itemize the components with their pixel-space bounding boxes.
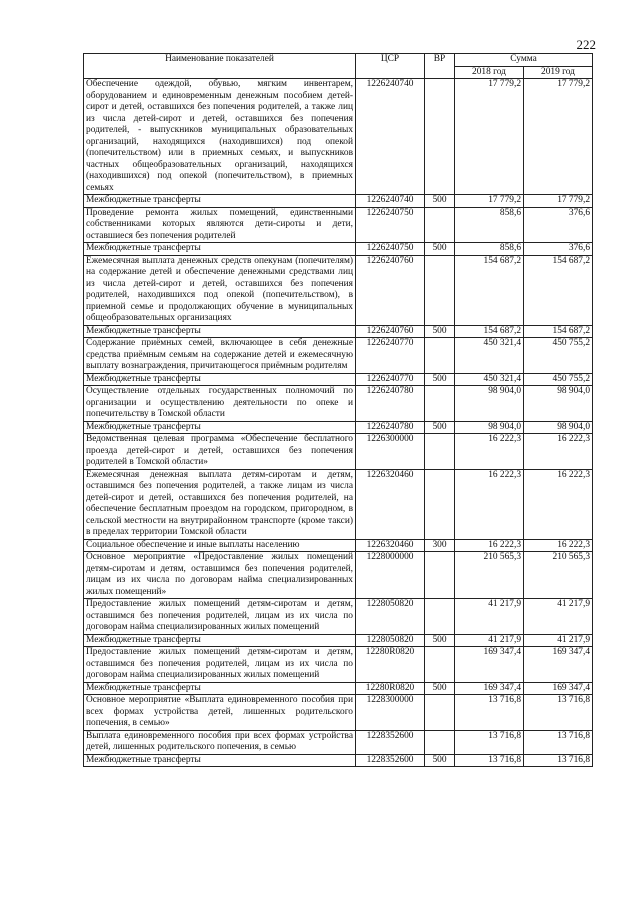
header-name: Наименование показателей [84, 54, 356, 79]
table-row [84, 325, 593, 338]
row-vr-cell [425, 434, 455, 470]
row-2018-cell: 41 217,9 [455, 599, 524, 635]
row-vr-cell: 500 [425, 754, 455, 767]
row-2019-cell: 13 716,8 [524, 754, 593, 767]
row-vr-cell [425, 599, 455, 635]
row-name-cell: Межбюджетные трансферты [84, 243, 356, 256]
row-2018-cell: 154 687,2 [455, 255, 524, 325]
row-2018-cell: 16 222,3 [455, 469, 524, 539]
table-row [84, 695, 593, 731]
table-row [84, 421, 593, 434]
row-vr-cell [425, 469, 455, 539]
row-name-cell: Ведомственная целевая программа «Обеспечение бесплатного проезда детей-сирот и детей, оставшихся без попечения родителей в Томской области» [84, 434, 356, 470]
row-name-cell: Содержание приёмных семей, включающее в себя денежные средства приёмным семьям на содержание детей и ежемесячную выплату вознаграждения, причитающегося приёмным родителям [84, 338, 356, 374]
row-csr-cell: 1226240760 [356, 325, 425, 338]
row-name-cell: Предоставление жилых помещений детям-сиротам и детям, оставшимся без попечения родителей, лицам из их числа по договорам найма специализированных жилых помещений [84, 647, 356, 683]
row-2018-cell: 41 217,9 [455, 634, 524, 647]
table-row [84, 243, 593, 256]
table-row [84, 552, 593, 599]
table-row [84, 730, 593, 754]
row-2019-cell: 16 222,3 [524, 434, 593, 470]
row-2018-cell: 858,6 [455, 243, 524, 256]
row-csr-cell: 1226240760 [356, 255, 425, 325]
row-2018-cell: 17 779,2 [455, 79, 524, 195]
table-row [84, 207, 593, 243]
row-2019-cell: 450 755,2 [524, 338, 593, 374]
row-vr-cell [425, 647, 455, 683]
row-2018-cell: 450 321,4 [455, 373, 524, 386]
row-2019-cell: 210 565,3 [524, 552, 593, 599]
row-csr-cell: 12280R0820 [356, 682, 425, 695]
row-name-cell: Выплата единовременного пособия при всех формах устройства детей, лишенных родительского попечения, в семью [84, 730, 356, 754]
row-csr-cell: 1228050820 [356, 634, 425, 647]
row-csr-cell: 1226240770 [356, 373, 425, 386]
row-2018-cell: 98 904,0 [455, 421, 524, 434]
table-header [84, 54, 593, 79]
row-vr-cell [425, 730, 455, 754]
row-name-cell: Межбюджетные трансферты [84, 754, 356, 767]
row-2019-cell: 450 755,2 [524, 373, 593, 386]
row-csr-cell: 12280R0820 [356, 647, 425, 683]
row-name-cell: Проведение ремонта жилых помещений, единственными собственниками которых являются дети-сироты и дети, оставшиеся без попечения родителей [84, 207, 356, 243]
row-vr-cell: 500 [425, 243, 455, 256]
table-body [84, 79, 593, 767]
row-vr-cell: 500 [425, 325, 455, 338]
row-name-cell: Осуществление отдельных государственных полномочий по организации и осуществлению деятельности по опеке и попечительству в Томской области [84, 386, 356, 422]
row-name-cell: Межбюджетные трансферты [84, 421, 356, 434]
table-row [84, 373, 593, 386]
row-vr-cell: 500 [425, 421, 455, 434]
row-2018-cell: 17 779,2 [455, 195, 524, 208]
row-vr-cell [425, 338, 455, 374]
row-2019-cell: 169 347,4 [524, 682, 593, 695]
row-csr-cell: 1228000000 [356, 552, 425, 599]
row-name-cell: Межбюджетные трансферты [84, 325, 356, 338]
row-2019-cell: 17 779,2 [524, 195, 593, 208]
row-csr-cell: 1226320460 [356, 539, 425, 552]
row-vr-cell [425, 255, 455, 325]
row-csr-cell: 1228300000 [356, 695, 425, 731]
table-row [84, 195, 593, 208]
row-vr-cell [425, 386, 455, 422]
row-2019-cell: 16 222,3 [524, 539, 593, 552]
row-vr-cell [425, 552, 455, 599]
row-csr-cell: 1226240770 [356, 338, 425, 374]
row-2018-cell: 98 904,0 [455, 386, 524, 422]
row-csr-cell: 1226240750 [356, 243, 425, 256]
row-name-cell: Предоставление жилых помещений детям-сиротам и детям, оставшимся без попечения родителей, лицам из их числа по договорам найма специализированных жилых помещений [84, 599, 356, 635]
table-row [84, 539, 593, 552]
row-csr-cell: 1228050820 [356, 599, 425, 635]
row-name-cell: Основное мероприятие «Выплата единовременного пособия при всех формах устройства детей, лишенных родительского попечения, в семью» [84, 695, 356, 731]
row-2018-cell: 858,6 [455, 207, 524, 243]
table-row [84, 599, 593, 635]
row-2019-cell: 13 716,8 [524, 695, 593, 731]
row-csr-cell: 1226320460 [356, 469, 425, 539]
row-name-cell: Межбюджетные трансферты [84, 682, 356, 695]
row-csr-cell: 1226240780 [356, 421, 425, 434]
row-2019-cell: 376,6 [524, 207, 593, 243]
row-vr-cell: 500 [425, 634, 455, 647]
row-2018-cell: 16 222,3 [455, 539, 524, 552]
row-csr-cell: 1228352600 [356, 754, 425, 767]
row-2018-cell: 154 687,2 [455, 325, 524, 338]
table-row [84, 682, 593, 695]
row-2018-cell: 169 347,4 [455, 682, 524, 695]
header-year-2018: 2018 год [455, 66, 524, 79]
table-row [84, 634, 593, 647]
row-vr-cell [425, 207, 455, 243]
row-csr-cell: 1226300000 [356, 434, 425, 470]
table-row [84, 434, 593, 470]
header-vr: ВР [425, 54, 455, 79]
row-vr-cell: 500 [425, 195, 455, 208]
table-row [84, 469, 593, 539]
row-2019-cell: 41 217,9 [524, 634, 593, 647]
table-row [84, 647, 593, 683]
row-2018-cell: 16 222,3 [455, 434, 524, 470]
row-csr-cell: 1228352600 [356, 730, 425, 754]
row-2018-cell: 169 347,4 [455, 647, 524, 683]
row-csr-cell: 1226240740 [356, 79, 425, 195]
row-2019-cell: 13 716,8 [524, 730, 593, 754]
row-name-cell: Межбюджетные трансферты [84, 195, 356, 208]
row-2019-cell: 376,6 [524, 243, 593, 256]
row-vr-cell: 500 [425, 373, 455, 386]
table-row [84, 255, 593, 325]
row-2019-cell: 98 904,0 [524, 386, 593, 422]
row-name-cell: Основное мероприятие «Предоставление жилых помещений детям-сиротам и детям, оставшимся без попечения родителей, лицам из их числа по договорам найма специализированных жилых помещений» [84, 552, 356, 599]
table-row [84, 754, 593, 767]
header-csr: ЦСР [356, 54, 425, 79]
row-2018-cell: 210 565,3 [455, 552, 524, 599]
row-2019-cell: 169 347,4 [524, 647, 593, 683]
row-2019-cell: 17 779,2 [524, 79, 593, 195]
table-row [84, 79, 593, 195]
row-2018-cell: 13 716,8 [455, 754, 524, 767]
row-vr-cell: 500 [425, 682, 455, 695]
row-2019-cell: 154 687,2 [524, 255, 593, 325]
row-vr-cell [425, 79, 455, 195]
table-row [84, 338, 593, 374]
row-csr-cell: 1226240780 [356, 386, 425, 422]
row-vr-cell [425, 695, 455, 731]
table-row [84, 386, 593, 422]
row-2018-cell: 13 716,8 [455, 695, 524, 731]
header-year-2019: 2019 год [524, 66, 593, 79]
header-sum: Сумма [455, 54, 593, 67]
row-2019-cell: 98 904,0 [524, 421, 593, 434]
row-name-cell: Ежемесячная денежная выплата детям-сиротам и детям, оставшимся без попечения родителей, а также лицам из числа детей-сирот и детей, оставшихся без попечения родителей, на обеспечение бесплатным проездом на городском, пригородном, в сельской местности на внутрирайонном транспорте (кроме такси) в пределах территории Томской области [84, 469, 356, 539]
row-vr-cell: 300 [425, 539, 455, 552]
row-2019-cell: 16 222,3 [524, 469, 593, 539]
page-number: 222 [576, 37, 596, 52]
budget-table [83, 53, 593, 767]
row-name-cell: Обеспечение одеждой, обувью, мягким инвентарем, оборудованием и единовременным денежным пособием детей-сирот и детей, оставшихся без попечения родителей, а также лиц из числа детей-сирот и детей, оставшихся без попечения родителей, - выпускников муниципальных образовательных организаций, находящихся (находившихся) под опекой (попечительством) или в приемных семьях, и выпускников частных общеобразовательных организаций, находящихся (находившихся) под опекой (попечительством), в приемных семьях [84, 79, 356, 195]
row-2018-cell: 13 716,8 [455, 730, 524, 754]
row-name-cell: Межбюджетные трансферты [84, 373, 356, 386]
row-name-cell: Ежемесячная выплата денежных средств опекунам (попечителям) на содержание детей и обеспечение денежными средствами лиц из числа детей-сирот и детей, оставшихся без попечения родителей, находившихся под опекой (попечительством), в приемной семье и продолжающих обучение в муниципальных общеобразовательных организациях [84, 255, 356, 325]
row-csr-cell: 1226240750 [356, 207, 425, 243]
row-csr-cell: 1226240740 [356, 195, 425, 208]
row-2019-cell: 154 687,2 [524, 325, 593, 338]
row-name-cell: Межбюджетные трансферты [84, 634, 356, 647]
row-2018-cell: 450 321,4 [455, 338, 524, 374]
row-2019-cell: 41 217,9 [524, 599, 593, 635]
row-name-cell: Социальное обеспечение и иные выплаты населению [84, 539, 356, 552]
